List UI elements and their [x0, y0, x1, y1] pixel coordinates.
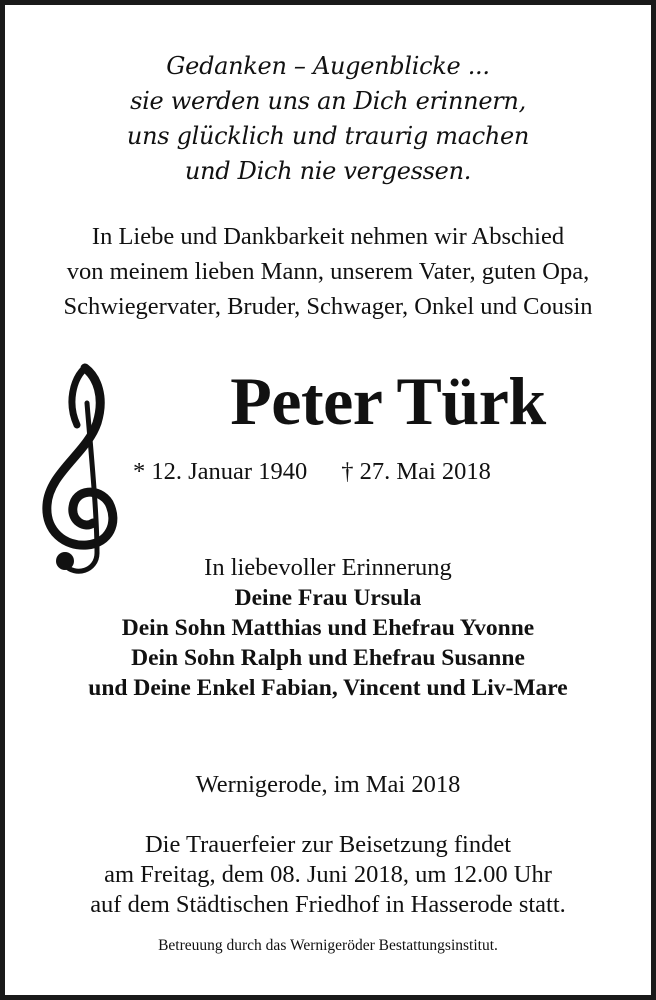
- death-date: † 27. Mai 2018: [341, 458, 491, 485]
- poem-line: Gedanken – Augenblicke ...: [166, 52, 490, 80]
- poem-line: und Dich nie vergessen.: [184, 157, 472, 185]
- poem-line: sie werden uns an Dich erinnern,: [130, 87, 526, 115]
- poem-line: uns glücklich und traurig machen: [126, 122, 530, 150]
- life-dates: [133, 457, 491, 487]
- funeral-line: Die Trauerfeier zur Beisetzung findet: [144, 831, 512, 858]
- memorial-poem: [5, 49, 651, 189]
- intro-line: von meinem lieben Mann, unserem Vater, guten Opa,: [66, 258, 590, 285]
- mourner-line: und Deine Enkel Fabian, Vincent und Liv-Mare: [88, 675, 568, 701]
- birth-date: * 12. Januar 1940: [133, 458, 308, 485]
- mourners-list: [5, 583, 651, 703]
- mourner-line: Dein Sohn Ralph und Ehefrau Susanne: [131, 645, 525, 671]
- remembrance-heading: In liebevoller Erinnerung: [204, 554, 452, 581]
- funeral-home-credit: Betreuung durch das Wernigeröder Bestattungsinstitut.: [158, 937, 498, 954]
- funeral-line: am Freitag, dem 08. Juni 2018, um 12.00 Uhr: [104, 861, 552, 888]
- farewell-intro: [5, 219, 651, 324]
- mourner-line: Dein Sohn Matthias und Ehefrau Yvonne: [121, 615, 535, 641]
- funeral-details: [5, 830, 651, 920]
- mourner-line: Deine Frau Ursula: [234, 585, 422, 611]
- deceased-name: Peter Türk: [230, 363, 546, 439]
- place-and-date: Wernigerode, im Mai 2018: [195, 771, 461, 798]
- intro-line: Schwiegervater, Bruder, Schwager, Onkel und Cousin: [63, 293, 593, 320]
- intro-line: In Liebe und Dankbarkeit nehmen wir Abschied: [91, 223, 565, 250]
- funeral-line: auf dem Städtischen Friedhof in Hasserode statt.: [90, 891, 566, 918]
- treble-clef-icon: [35, 363, 125, 581]
